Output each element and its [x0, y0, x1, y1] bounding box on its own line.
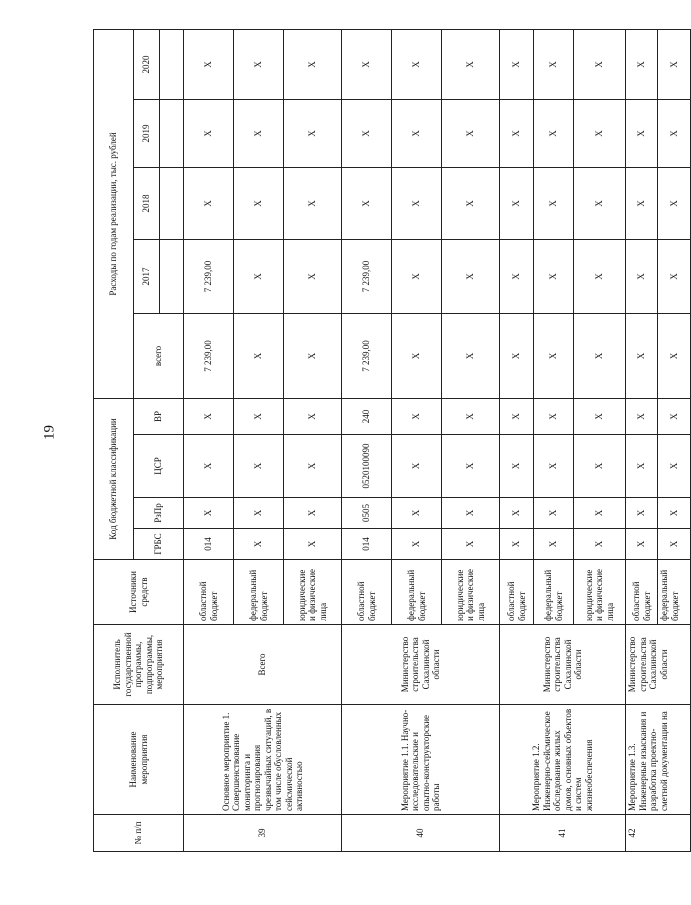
cell-executor: Министерство строительства Сахалинской области — [626, 625, 691, 705]
cell-source: федеральный бюджет — [658, 560, 691, 625]
cell-source: федеральный бюджет — [234, 560, 284, 625]
header-executor: Исполнитель государственной программы, подпрограммы, мероприятия — [94, 625, 184, 705]
cell-y2020: Х — [658, 29, 691, 99]
cell-rzpr: 0505 — [342, 498, 392, 529]
cell-total: 7 239,00 — [342, 313, 392, 398]
cell-csr: Х — [534, 435, 574, 498]
cell-vr: Х — [392, 398, 442, 434]
cell-source: юридические и физические лица — [442, 560, 500, 625]
cell-total: Х — [574, 313, 626, 398]
cell-grbs: Х — [442, 529, 500, 560]
cell-name: Мероприятие 1.2. Инженерно-сейсмическое обследование жилых домов, основных объектов и систем жизнеобеспечения — [500, 705, 626, 815]
header-spacer — [160, 99, 184, 167]
cell-name: Основное мероприятие 1. Совершенствование мониторинга и прогнозирования чрезвычайных ситуаций, в том числе обусловленных сейсмической активностью — [184, 705, 342, 815]
cell-csr: 0520100090 — [342, 435, 392, 498]
cell-rzpr: Х — [574, 498, 626, 529]
cell-y2020: Х — [392, 29, 442, 99]
cell-y2019: Х — [342, 99, 392, 167]
cell-y2018: Х — [658, 167, 691, 239]
cell-rzpr: Х — [500, 498, 534, 529]
cell-y2017: Х — [626, 239, 658, 313]
cell-rzpr: Х — [658, 498, 691, 529]
header-y2017: 2017 — [134, 239, 160, 313]
cell-csr: Х — [184, 435, 234, 498]
cell-grbs: Х — [392, 529, 442, 560]
cell-source: областной бюджет — [184, 560, 234, 625]
cell-name: Мероприятие 1.3. Инженерные изыскания и разработка проектно-сметной документации на — [626, 705, 691, 815]
cell-y2017: Х — [500, 239, 534, 313]
table-row — [500, 29, 534, 851]
cell-y2018: Х — [574, 167, 626, 239]
header-y2019: 2019 — [134, 99, 160, 167]
cell-vr: Х — [442, 398, 500, 434]
cell-y2020: Х — [284, 29, 342, 99]
cell-y2018: Х — [342, 167, 392, 239]
cell-y2017: Х — [442, 239, 500, 313]
cell-source: юридические и физические лица — [284, 560, 342, 625]
header-code-group: Код бюджетной классификации — [94, 398, 134, 559]
cell-source: федеральный бюджет — [534, 560, 574, 625]
cell-y2017: Х — [284, 239, 342, 313]
cell-y2020: Х — [574, 29, 626, 99]
cell-grbs: Х — [534, 529, 574, 560]
cell-vr: Х — [574, 398, 626, 434]
table-row — [626, 29, 658, 851]
header-grbs: ГРБС — [134, 529, 184, 560]
cell-source: областной бюджет — [626, 560, 658, 625]
cell-y2018: Х — [626, 167, 658, 239]
cell-y2017: 7 239,00 — [184, 239, 234, 313]
cell-y2019: Х — [234, 99, 284, 167]
cell-y2019: Х — [534, 99, 574, 167]
cell-y2019: Х — [626, 99, 658, 167]
cell-y2020: Х — [234, 29, 284, 99]
cell-vr: Х — [284, 398, 342, 434]
cell-vr: Х — [234, 398, 284, 434]
cell-csr: Х — [234, 435, 284, 498]
page-number: 19 — [41, 425, 58, 440]
cell-csr: Х — [500, 435, 534, 498]
header-csr: ЦСР — [134, 435, 184, 498]
cell-csr: Х — [284, 435, 342, 498]
cell-y2020: Х — [626, 29, 658, 99]
cell-vr: Х — [658, 398, 691, 434]
cell-total: Х — [234, 313, 284, 398]
cell-vr: Х — [534, 398, 574, 434]
cell-total: 7 239,00 — [184, 313, 234, 398]
cell-y2017: Х — [234, 239, 284, 313]
header-rzpr: РзПр — [134, 498, 184, 529]
cell-total: Х — [534, 313, 574, 398]
cell-num: 41 — [500, 815, 626, 852]
header-sources: Источники средств — [94, 560, 184, 625]
cell-csr: Х — [392, 435, 442, 498]
cell-grbs: Х — [234, 529, 284, 560]
cell-y2020: Х — [534, 29, 574, 99]
header-name: Наименование мероприятия — [94, 705, 184, 815]
cell-total: Х — [500, 313, 534, 398]
cell-grbs: Х — [574, 529, 626, 560]
cell-source: федеральный бюджет — [392, 560, 442, 625]
header-expenses-group: Расходы по годам реализации, тыс. рублей — [94, 29, 134, 398]
cell-y2019: Х — [184, 99, 234, 167]
cell-y2018: Х — [534, 167, 574, 239]
cell-y2018: Х — [234, 167, 284, 239]
cell-rzpr: Х — [234, 498, 284, 529]
cell-name: Мероприятие 1.1. Научно-исследовательские и опытно-конструкторские работы — [342, 705, 500, 815]
cell-executor: Министерство строительства Сахалинской области — [500, 625, 626, 705]
rotated-table-container — [93, 30, 680, 852]
cell-grbs: Х — [284, 529, 342, 560]
cell-rzpr: Х — [184, 498, 234, 529]
cell-csr: Х — [626, 435, 658, 498]
cell-vr: Х — [626, 398, 658, 434]
header-y2018: 2018 — [134, 167, 160, 239]
cell-total: Х — [392, 313, 442, 398]
cell-y2020: Х — [500, 29, 534, 99]
cell-csr: Х — [574, 435, 626, 498]
header-y2020: 2020 — [134, 29, 160, 99]
cell-y2020: Х — [342, 29, 392, 99]
cell-y2019: Х — [658, 99, 691, 167]
header-total: всего — [134, 313, 184, 398]
cell-num: 42 — [626, 815, 691, 852]
header-spacer — [160, 167, 184, 239]
header-spacer — [160, 239, 184, 313]
cell-y2017: Х — [574, 239, 626, 313]
cell-y2018: Х — [392, 167, 442, 239]
cell-y2020: Х — [442, 29, 500, 99]
cell-y2019: Х — [500, 99, 534, 167]
cell-num: 39 — [184, 815, 342, 852]
cell-y2018: Х — [442, 167, 500, 239]
header-vr: ВР — [134, 398, 184, 434]
cell-rzpr: Х — [284, 498, 342, 529]
cell-source: юридические и физические лица — [574, 560, 626, 625]
cell-total: Х — [658, 313, 691, 398]
cell-y2019: Х — [284, 99, 342, 167]
cell-grbs: 014 — [184, 529, 234, 560]
cell-total: Х — [626, 313, 658, 398]
cell-y2017: Х — [392, 239, 442, 313]
cell-y2017: 7 239,00 — [342, 239, 392, 313]
budget-table — [93, 29, 691, 852]
cell-y2017: Х — [658, 239, 691, 313]
cell-num: 40 — [342, 815, 500, 852]
cell-executor: Всего — [184, 625, 342, 705]
cell-vr: Х — [184, 398, 234, 434]
cell-y2019: Х — [442, 99, 500, 167]
cell-y2020: Х — [184, 29, 234, 99]
cell-source: областной бюджет — [342, 560, 392, 625]
cell-rzpr: Х — [442, 498, 500, 529]
cell-csr: Х — [442, 435, 500, 498]
cell-y2018: Х — [284, 167, 342, 239]
cell-grbs: Х — [658, 529, 691, 560]
cell-grbs: Х — [500, 529, 534, 560]
table-row — [184, 29, 234, 851]
cell-y2019: Х — [392, 99, 442, 167]
cell-y2018: Х — [184, 167, 234, 239]
cell-vr: Х — [500, 398, 534, 434]
cell-rzpr: Х — [392, 498, 442, 529]
header-num: № п/п — [94, 815, 184, 852]
cell-total: Х — [284, 313, 342, 398]
cell-y2017: Х — [534, 239, 574, 313]
cell-total: Х — [442, 313, 500, 398]
cell-rzpr: Х — [534, 498, 574, 529]
cell-rzpr: Х — [626, 498, 658, 529]
cell-executor: Министерство строительства Сахалинской области — [342, 625, 500, 705]
cell-grbs: 014 — [342, 529, 392, 560]
cell-y2019: Х — [574, 99, 626, 167]
cell-csr: Х — [658, 435, 691, 498]
cell-y2018: Х — [500, 167, 534, 239]
cell-source: областной бюджет — [500, 560, 534, 625]
cell-grbs: Х — [626, 529, 658, 560]
header-spacer — [160, 29, 184, 99]
cell-vr: 240 — [342, 398, 392, 434]
table-row — [342, 29, 392, 851]
